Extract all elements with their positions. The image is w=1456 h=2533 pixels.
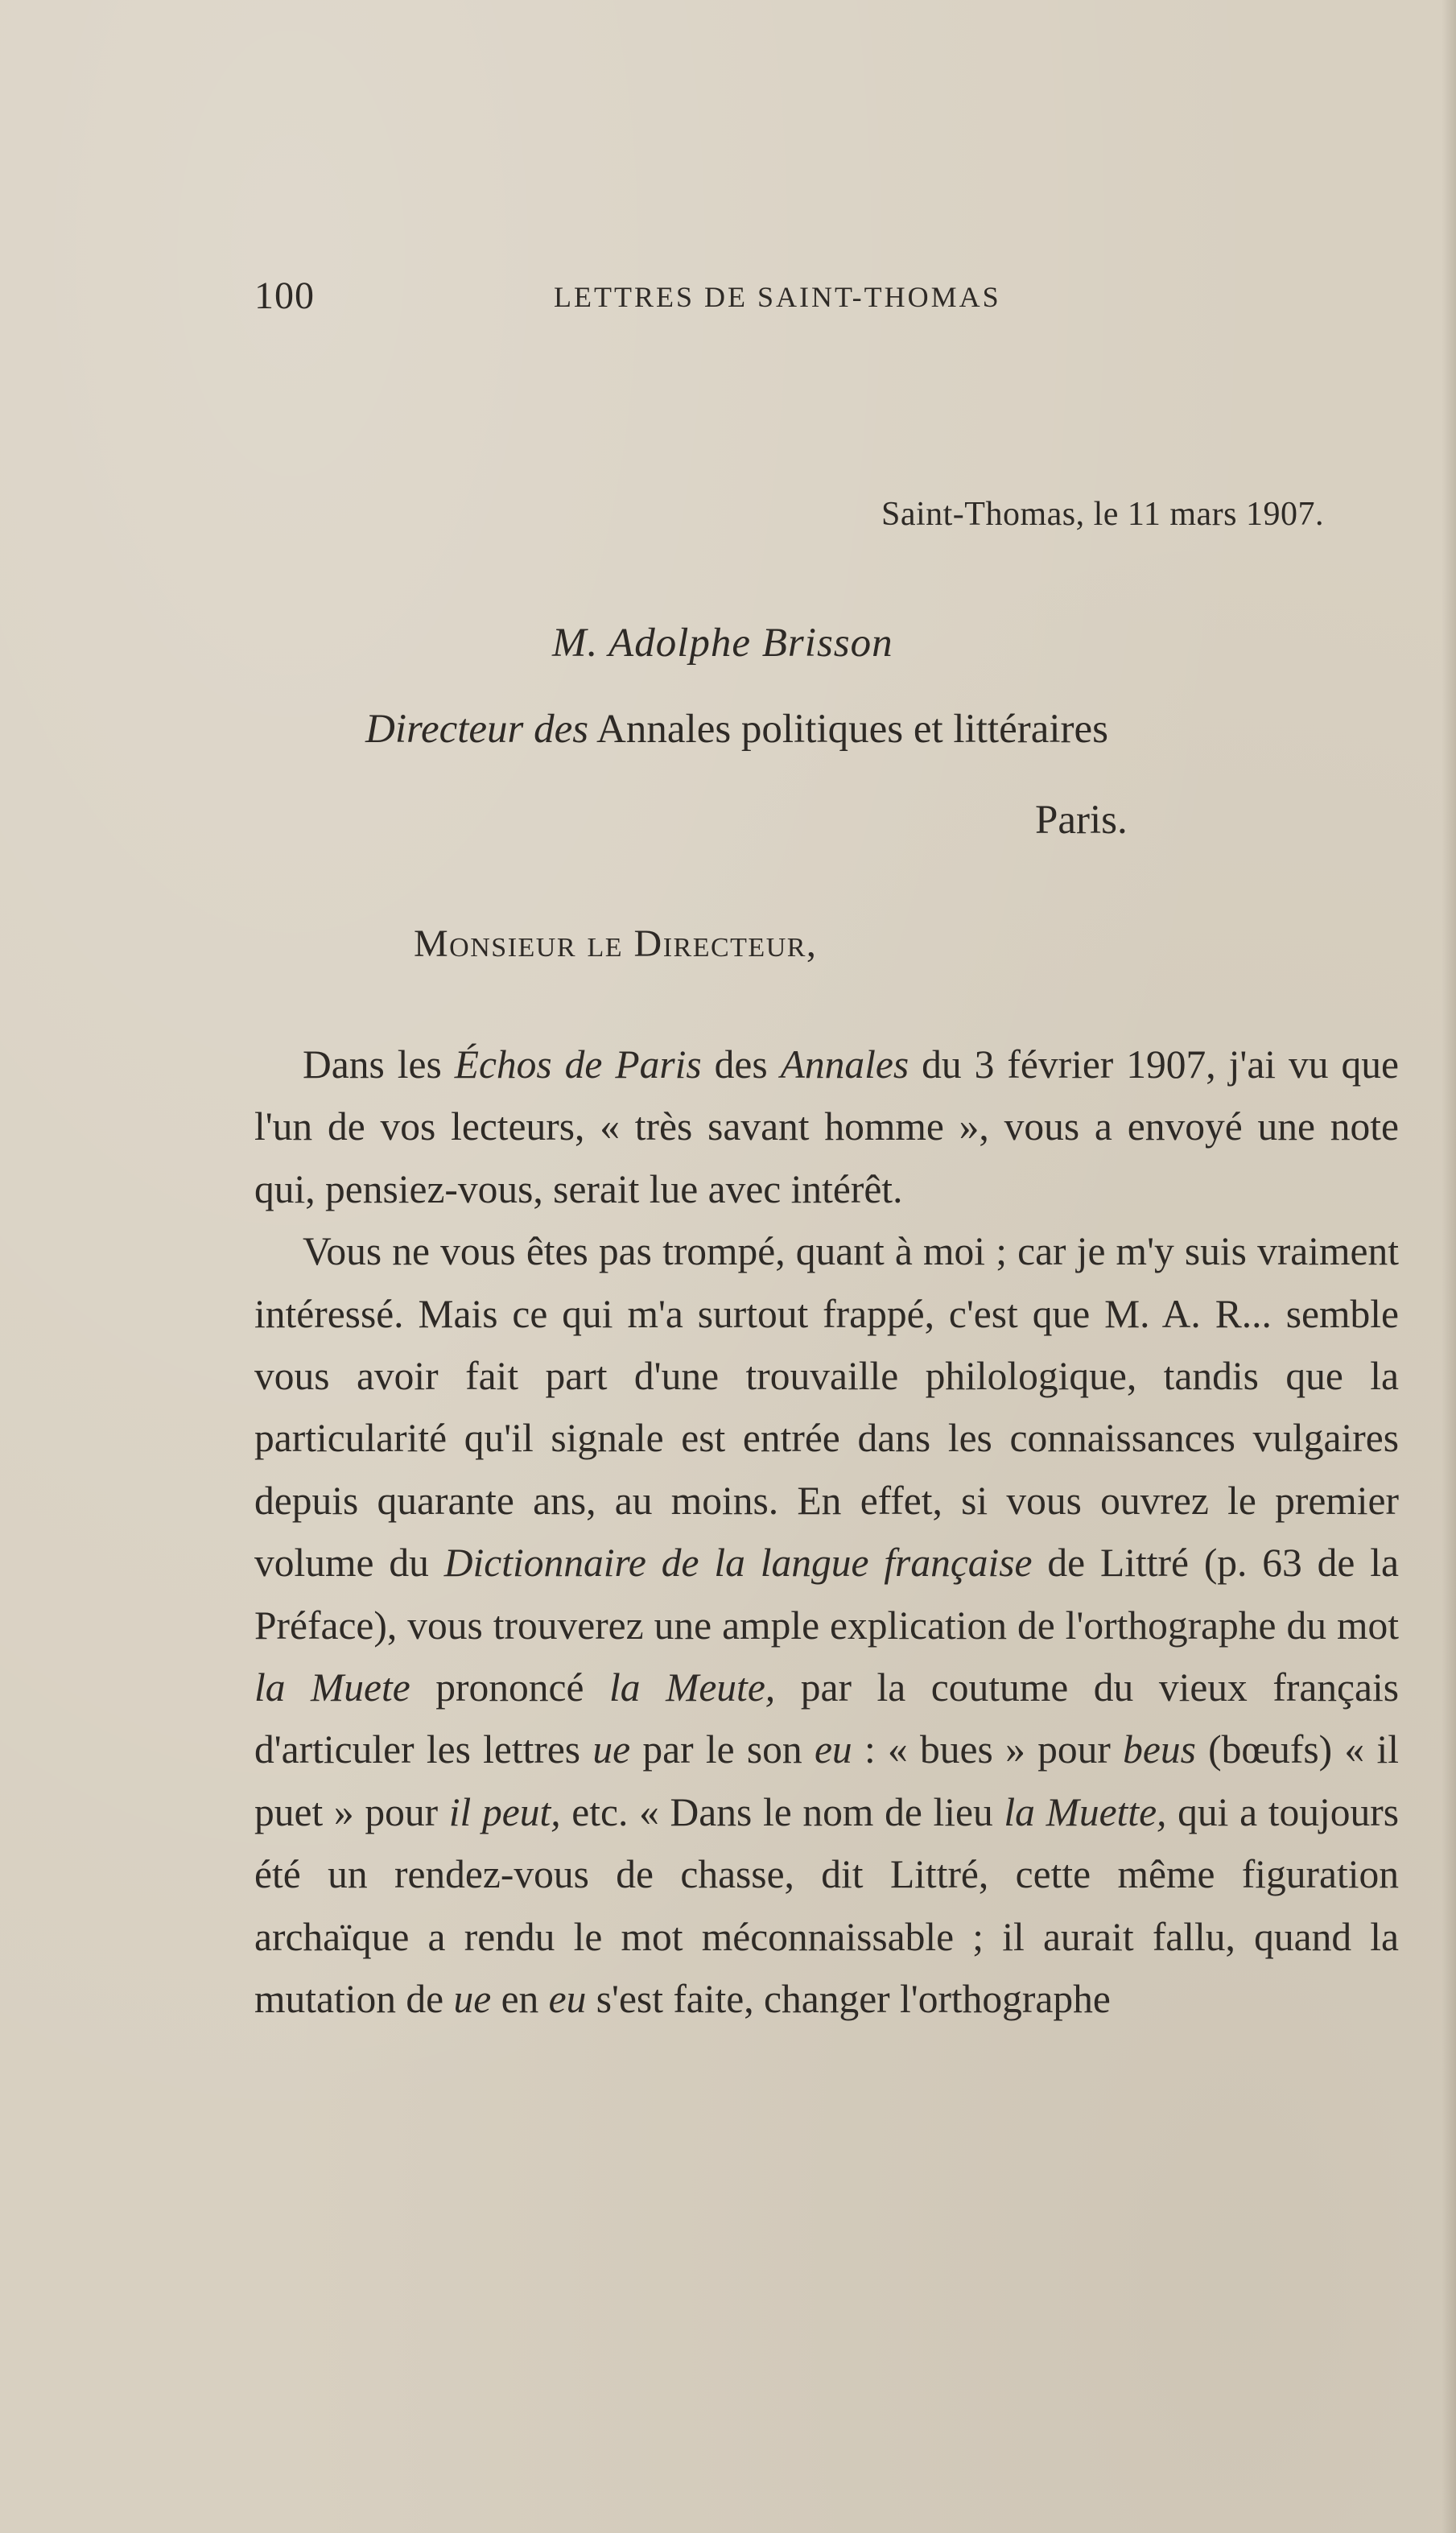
page-header xyxy=(254,274,1399,322)
letter-salutation: Monsieur le Directeur, xyxy=(414,922,818,965)
letter-addressee: M. Adolphe Brisson xyxy=(552,621,893,666)
letter-dateline: Saint-Thomas, le 11 mars 1907. xyxy=(881,496,1324,533)
addressee-title-rest: Annales politiques et littéraires xyxy=(588,707,1108,752)
running-title: LETTRES DE SAINT-THOMAS xyxy=(554,281,1001,313)
addressee-title-italic: Directeur des xyxy=(365,707,589,752)
letter-body xyxy=(254,1033,1399,2031)
page-number: 100 xyxy=(254,274,315,317)
paragraph-1: Dans les Échos de Paris des Annales du 3 février 1907, j'ai vu que l'un de vos lecteurs, « très savant homme », vous a envoyé une note qui, pensiez-vous, serait lue avec intérêt. xyxy=(254,1042,1400,1211)
addressee-city: Paris. xyxy=(1035,798,1128,843)
paragraph-2: Vous ne vous êtes pas trompé, quant à moi ; car je m'y suis vraiment intéressé. Mais ce qui m'a surtout frappé, c'est que M. A. R... semble vous avoir fait part d'une trouvaille philologique, tandis que la particularité qu'il signale est entrée dans les connaissances vulgaires depuis quarante ans, au moins. En effet, si vous ouvrez le premier volume du Dictionnaire de la langue française de Littré (p. 63 de la Préface), vous trouverez une ample explication de l'orthographe du mot la Muete prononcé la Meute, par la coutume du vieux français d'articuler les lettres ue par le son eu : « bues » pour beus (bœufs) « il puet » pour il peut, etc. « Dans le nom de lieu la Muette, qui a toujours été un rendez-vous de chasse, dit Littré, cette même figuration archaïque a rendu le mot méconnaissable ; il aurait fallu, quand la mutation de ue en eu s'est faite, changer l'orthographe xyxy=(254,1229,1400,2022)
page-edge-shadow xyxy=(1442,0,1456,2533)
addressee-title xyxy=(365,706,1108,753)
